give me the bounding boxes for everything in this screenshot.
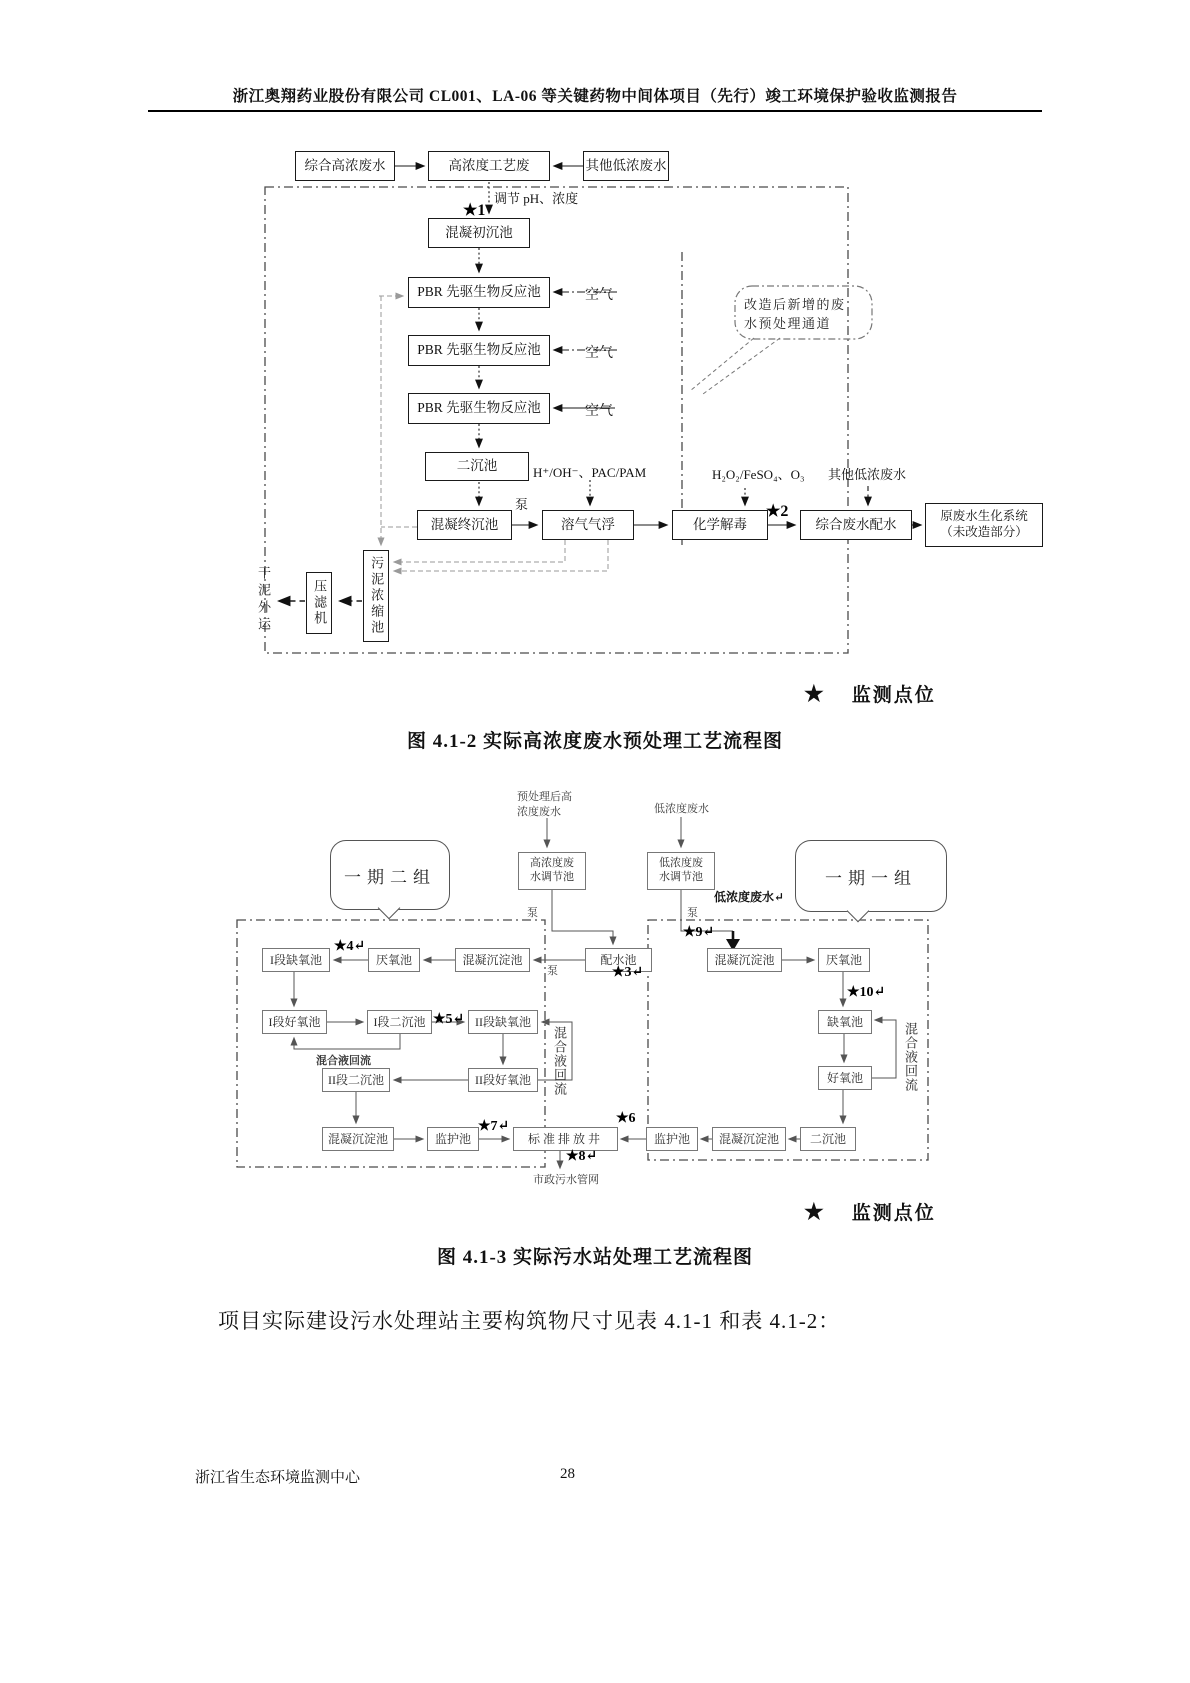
label-pump-1: 泵 (527, 907, 538, 919)
node-hc-process: 高浓度工艺废 (428, 151, 550, 181)
monitor-point-10: ★10↵ (847, 985, 886, 1000)
label-municipal-sewer: 市政污水管网 (533, 1174, 599, 1186)
figure-caption-4-1-3: 图 4.1-3 实际污水站处理工艺流程图 (436, 1247, 754, 1268)
node-lc-tank-line1: 低浓度废 (659, 857, 703, 870)
node-hc-tank (518, 852, 586, 890)
node-dist-pool: 配水池 (585, 948, 652, 972)
label-feed-hc (517, 790, 572, 821)
node-lc-tank (647, 852, 715, 890)
node-sed-right: 二沉池 (800, 1127, 856, 1151)
label-air-3: 空气 (585, 404, 613, 419)
node-anoxic2: II段缺氧池 (468, 1010, 538, 1034)
node-coag-final: 混凝终沉池 (417, 510, 512, 540)
node-blend: 综合废水配水 (800, 510, 912, 540)
node-sludge-thickener: 污泥浓缩池 (363, 550, 389, 642)
node-pbr-3: PBR 先驱生物反应池 (408, 393, 550, 424)
node-outfall: 标准排放井 (513, 1127, 618, 1151)
callout-new-channel-line2: 水预处理通道 (744, 315, 832, 331)
node-inlet-hc: 综合高浓废水 (295, 151, 395, 181)
body-paragraph: 项目实际建设污水处理站主要构筑物尺寸见表 4.1-1 和表 4.1-2： (218, 1309, 841, 1333)
monitor-point-3: ★3↵ (612, 965, 644, 980)
footer-organization: 浙江省生态环境监测中心 (195, 1470, 361, 1486)
label-mixed-return-h: 混合液回流 (316, 1055, 371, 1067)
node-filter-press: 压滤机 (306, 572, 332, 634)
label-lc-inline: 低浓度废水↵ (714, 890, 785, 904)
monitor-point-9: ★9↵ (683, 925, 715, 940)
star-icon: ★ (804, 680, 824, 706)
page-header-title: 浙江奥翔药业股份有限公司 CL001、LA-06 等关键药物中间体项目（先行）竣工环境保护验收监测报告 (232, 88, 958, 105)
node-bio-system (925, 503, 1043, 547)
legend-label-1: 监测点位 (851, 685, 936, 706)
header-rule (148, 110, 1042, 112)
label-air-2: 空气 (585, 346, 613, 361)
node-coag-right2: 混凝沉淀池 (712, 1127, 786, 1151)
label-feed-hc-line2: 浓度废水 (517, 806, 561, 819)
node-anoxic1: I段缺氧池 (262, 948, 330, 972)
node-coag-bottom: 混凝沉淀池 (322, 1127, 394, 1151)
legend-monitoring-2 (804, 1198, 936, 1225)
label-feed-hc-line1: 预处理后高 (517, 791, 572, 803)
label-dry-sludge: 干泥外运 (256, 566, 271, 634)
node-lc-tank-line2: 水调节池 (659, 871, 703, 883)
label-air-1: 空气 (585, 288, 613, 303)
label-other-lc-2: 其他低浓废水 (828, 467, 907, 482)
monitor-point-7: ★7↵ (478, 1119, 510, 1134)
monitor-point-5: ★5↵ (433, 1012, 465, 1027)
star-icon: ★ (804, 1198, 824, 1224)
label-dose-pac: H⁺/OH⁻、PAC/PAM (533, 465, 647, 480)
node-aerobic2: II段好氧池 (468, 1068, 538, 1092)
node-coag-primary: 混凝初沉池 (428, 218, 530, 248)
label-dose-h2o2: H₂O₂/FeSO₄、O₃ (712, 467, 805, 482)
node-anaerobic-right: 厌氧池 (818, 948, 870, 972)
node-daf: 溶气气浮 (542, 510, 634, 540)
node-hc-tank-line2: 水调节池 (530, 871, 574, 883)
node-coag-left: 混凝沉淀池 (455, 948, 530, 972)
node-guard-left: 监护池 (427, 1127, 479, 1151)
node-coag-right: 混凝沉淀池 (707, 948, 782, 972)
label-feed-lc: 低浓度废水 (654, 803, 709, 815)
node-sed2: II段二沉池 (322, 1068, 390, 1092)
node-sed1: I段二沉池 (367, 1010, 432, 1034)
label-adjust-ph: 调节 pH、浓度 (494, 191, 579, 206)
monitor-point-4: ★4↵ (334, 939, 366, 954)
node-pbr-1: PBR 先驱生物反应池 (408, 277, 550, 308)
node-aerobic-right: 好氧池 (818, 1066, 872, 1090)
node-bio-line2: （未改造部分） (940, 525, 1028, 539)
label-pump-3: 泵 (547, 965, 558, 977)
figure-caption-4-1-2: 图 4.1-2 实际高浓度废水预处理工艺流程图 (406, 731, 784, 752)
footer-page-number: 28 (560, 1466, 575, 1482)
callout-phase1-group2: 一期二组 (330, 840, 450, 910)
node-anoxic-right: 缺氧池 (818, 1010, 872, 1034)
label-pump-2: 泵 (687, 907, 698, 919)
legend-monitoring-1 (804, 680, 936, 707)
node-bio-line1: 原废水生化系统 (940, 509, 1028, 524)
monitor-point-2: ★2 (766, 503, 789, 520)
node-other-lc: 其他低浓废水 (583, 151, 669, 181)
monitor-point-6: ★6 (616, 1111, 636, 1126)
callout-new-channel-line1: 改造后新增的废 (744, 297, 846, 312)
label-pump-d1: 泵 (515, 497, 529, 512)
node-aerobic1: I段好氧池 (262, 1010, 327, 1034)
node-pbr-2: PBR 先驱生物反应池 (408, 335, 550, 366)
node-anaerobic-left: 厌氧池 (368, 948, 420, 972)
node-hc-tank-line1: 高浓度废 (530, 857, 574, 870)
callout-phase1-group1: 一期一组 (795, 840, 947, 912)
node-guard-right: 监护池 (646, 1127, 698, 1151)
node-secondary-sed: 二沉池 (425, 452, 529, 481)
label-mixed-return-v2: 混合液回流 (903, 1022, 918, 1092)
monitor-point-8: ★8↵ (566, 1149, 598, 1164)
monitor-point-1: ★1 (463, 202, 486, 219)
label-mixed-return-v1: 混合液回流 (552, 1026, 567, 1096)
callout-new-channel (744, 296, 846, 334)
legend-label-2: 监测点位 (851, 1203, 936, 1224)
node-detox: 化学解毒 (672, 510, 768, 540)
